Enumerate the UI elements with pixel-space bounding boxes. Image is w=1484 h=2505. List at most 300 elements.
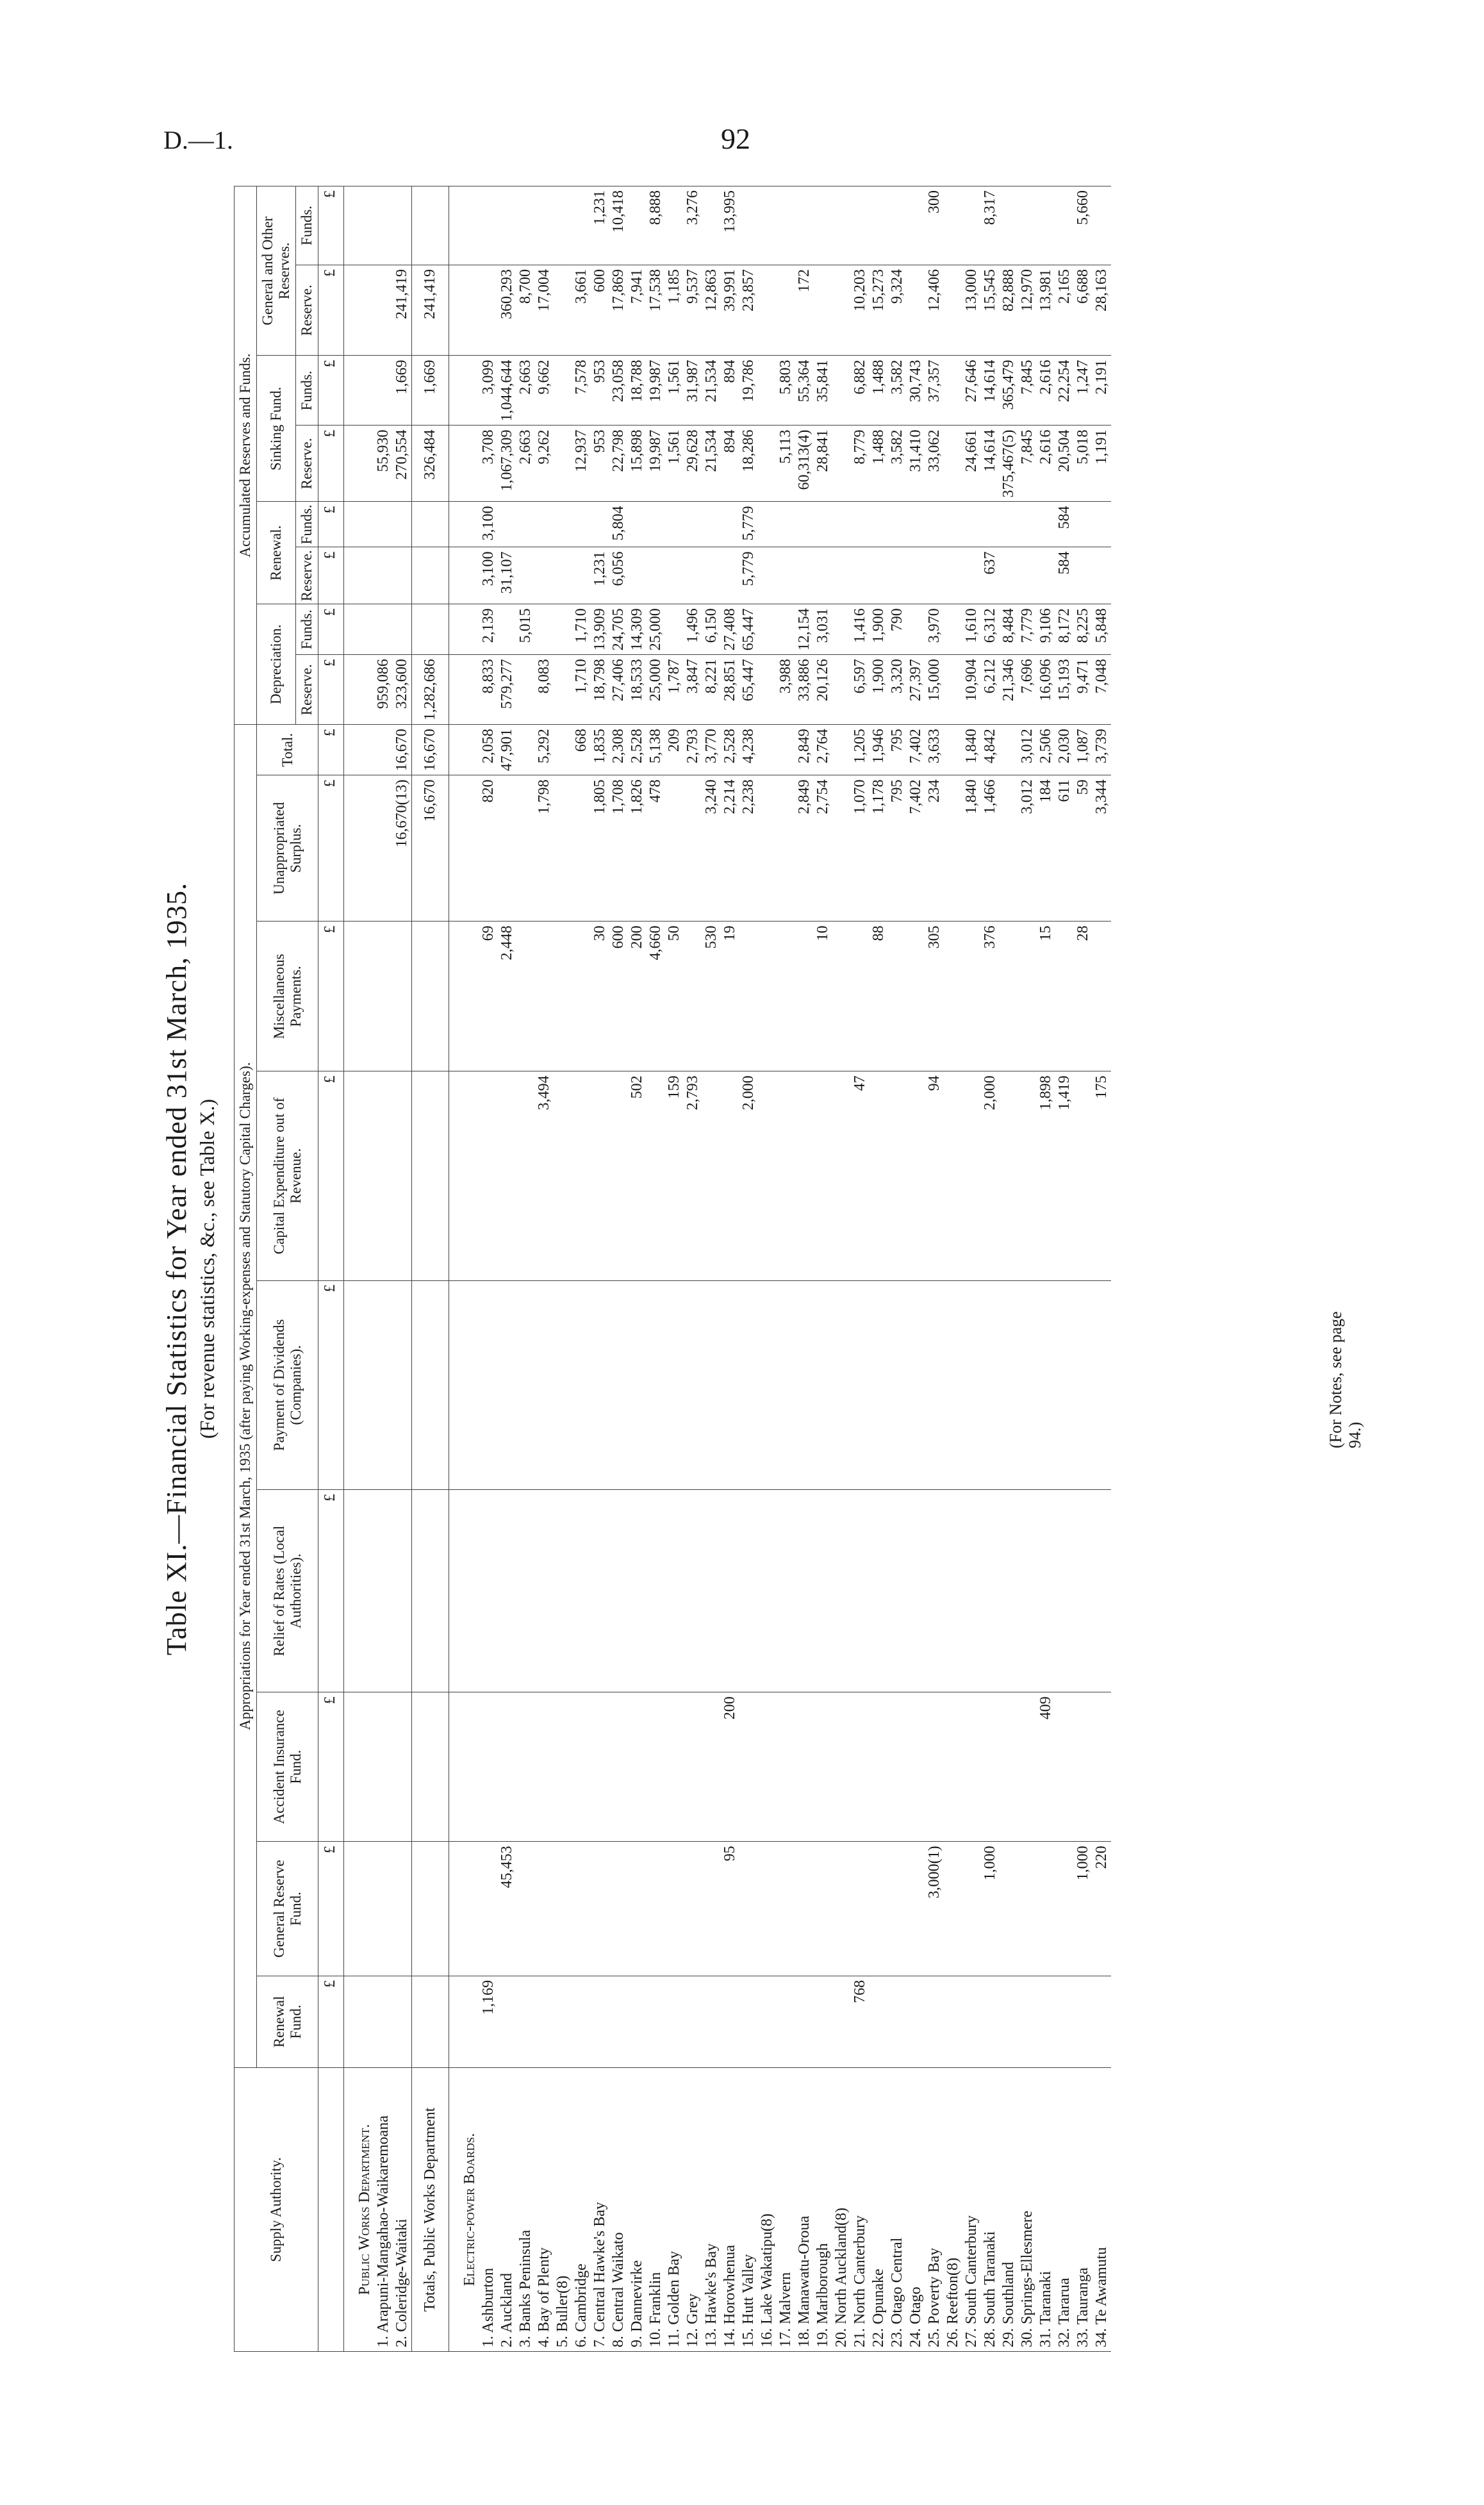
- table-cell: [479, 1692, 498, 1842]
- table-cell: [777, 1842, 795, 1976]
- table-cell: [374, 725, 393, 775]
- col-renewal-fund: Renewal Fund.: [257, 1976, 318, 2067]
- table-cell: [758, 1071, 777, 1280]
- table-row: [981, 186, 1000, 2352]
- table-cell: [851, 186, 870, 265]
- table-cell: [684, 1976, 702, 2067]
- table-row: [962, 186, 981, 2352]
- table-cell: £: [318, 1692, 344, 1842]
- table-cell: [851, 1490, 870, 1692]
- table-row: [479, 186, 498, 2352]
- table-cell: [795, 547, 814, 604]
- table-cell: [535, 186, 554, 265]
- table-row: [572, 186, 591, 2352]
- table-cell: [832, 265, 851, 356]
- table-cell: 8,779: [851, 426, 870, 502]
- authority-name: 25. Poverty Bay: [925, 2068, 944, 2352]
- table-cell: [684, 1692, 702, 1842]
- table-cell: [479, 265, 498, 356]
- table-cell: [684, 1490, 702, 1692]
- table-cell: 20,504: [1055, 426, 1074, 502]
- table-cell: [1018, 547, 1037, 604]
- table-cell: £: [318, 265, 344, 356]
- authority-name: 11. Golden Bay: [665, 2068, 684, 2352]
- table-cell: 24,661: [962, 426, 981, 502]
- table-cell: [1037, 502, 1055, 547]
- col-payment-of-dividends: Payment of Dividends (Companies).: [257, 1280, 318, 1490]
- table-cell: 8,225: [1074, 604, 1092, 655]
- table-cell: [888, 502, 907, 547]
- table-cell: [1018, 502, 1037, 547]
- table-cell: [981, 1490, 1000, 1692]
- table-cell: 6,597: [851, 655, 870, 725]
- table-cell: [777, 1280, 795, 1490]
- table-cell: 1,000: [981, 1842, 1000, 1976]
- table-cell: 3,494: [535, 1071, 554, 1280]
- table-cell: [374, 775, 393, 922]
- table-cell: [944, 426, 962, 502]
- table-cell: 1,710: [572, 604, 591, 655]
- table-row: [814, 186, 832, 2352]
- table-cell: [344, 1842, 375, 1976]
- table-cell: 1,561: [665, 426, 684, 502]
- table-cell: 19,987: [647, 426, 665, 502]
- table-cell: [1074, 1280, 1092, 1490]
- table-cell: 600: [609, 922, 628, 1071]
- table-cell: [1074, 1976, 1092, 2067]
- table-cell: [1000, 1976, 1018, 2067]
- table-row: [777, 186, 795, 2352]
- table-cell: [925, 1692, 944, 1842]
- table-cell: [479, 1071, 498, 1280]
- table-cell: [665, 502, 684, 547]
- table-cell: 1,669: [412, 356, 449, 426]
- table-cell: 27,408: [721, 604, 739, 655]
- table-cell: 159: [665, 1071, 684, 1280]
- table-cell: [572, 1842, 591, 1976]
- table-cell: 13,000: [962, 265, 981, 356]
- table-cell: 39,991: [721, 265, 739, 356]
- table-cell: 3,633: [925, 725, 944, 775]
- table-cell: 9,262: [535, 426, 554, 502]
- table-cell: [721, 502, 739, 547]
- table-cell: [647, 1490, 665, 1692]
- table-row: [1000, 186, 1018, 2352]
- table-cell: [944, 1692, 962, 1842]
- table-cell: 31,107: [498, 547, 516, 604]
- table-row: [702, 186, 721, 2352]
- table-cell: 6,882: [851, 356, 870, 426]
- table-cell: [609, 1976, 628, 2067]
- table-cell: 953: [591, 426, 609, 502]
- table-cell: [888, 1692, 907, 1842]
- authority-name: [318, 2068, 344, 2352]
- table-cell: [870, 1280, 888, 1490]
- table-cell: [962, 186, 981, 265]
- table-cell: £: [318, 1976, 344, 2067]
- totals-row: [412, 186, 449, 2352]
- table-cell: [572, 1692, 591, 1842]
- table-cell: [888, 1842, 907, 1976]
- table-cell: 9,662: [535, 356, 554, 426]
- table-cell: [449, 502, 480, 547]
- table-cell: 9,324: [888, 265, 907, 356]
- table-cell: [479, 1280, 498, 1490]
- col-general-funds: Funds.: [296, 186, 318, 265]
- table-cell: [591, 1692, 609, 1842]
- authority-name: 16. Lake Wakatipu(8): [758, 2068, 777, 2352]
- table-cell: [535, 1842, 554, 1976]
- table-cell: £: [318, 655, 344, 725]
- table-cell: [647, 1842, 665, 1976]
- table-cell: 20,126: [814, 655, 832, 725]
- table-cell: [777, 775, 795, 922]
- table-row: [535, 186, 554, 2352]
- table-cell: 9,537: [684, 265, 702, 356]
- table-cell: [628, 1490, 647, 1692]
- table-cell: 16,096: [1037, 655, 1055, 725]
- table-cell: 3,031: [814, 604, 832, 655]
- table-title: Table XI.—Financial Statistics for Year ended 31st March, 1935.: [161, 882, 192, 1656]
- table-cell: 6,056: [609, 547, 628, 604]
- table-cell: [925, 1280, 944, 1490]
- table-cell: 6,312: [981, 604, 1000, 655]
- table-cell: 502: [628, 1071, 647, 1280]
- col-unappropriated-surplus: Unappropriated Surplus.: [257, 775, 318, 922]
- table-cell: 1,191: [1092, 426, 1111, 502]
- table-cell: [498, 502, 516, 547]
- table-row: [907, 186, 925, 2352]
- table-cell: 27,406: [609, 655, 628, 725]
- table-cell: [344, 186, 375, 265]
- table-cell: [684, 1280, 702, 1490]
- table-cell: [870, 1490, 888, 1692]
- table-cell: [591, 1976, 609, 2067]
- table-cell: [516, 775, 535, 922]
- table-cell: 5,848: [1092, 604, 1111, 655]
- table-cell: [344, 725, 375, 775]
- table-cell: [814, 1071, 832, 1280]
- table-cell: 3,582: [888, 426, 907, 502]
- table-row: [739, 186, 758, 2352]
- authority-name: 28. South Taranaki: [981, 2068, 1000, 2352]
- table-cell: [374, 1071, 393, 1280]
- table-cell: 18,788: [628, 356, 647, 426]
- table-cell: £: [318, 775, 344, 922]
- table-cell: [944, 775, 962, 922]
- table-cell: 3,099: [479, 356, 498, 426]
- table-cell: [795, 1842, 814, 1976]
- table-cell: 7,696: [1018, 655, 1037, 725]
- table-cell: [1037, 1280, 1055, 1490]
- table-cell: 15,000: [925, 655, 944, 725]
- table-cell: [981, 1976, 1000, 2067]
- table-cell: [851, 922, 870, 1071]
- table-cell: 10,203: [851, 265, 870, 356]
- authority-name: 19. Marlborough: [814, 2068, 832, 2352]
- table-row: [647, 186, 665, 2352]
- authority-name: 26. Reefton(8): [944, 2068, 962, 2352]
- table-cell: [449, 186, 480, 265]
- table-cell: [628, 1976, 647, 2067]
- table-cell: 1,710: [572, 655, 591, 725]
- authority-name: 1. Arapuni-Mangahao-Waikaremoana: [374, 2068, 393, 2352]
- table-cell: 17,538: [647, 265, 665, 356]
- table-cell: [944, 604, 962, 655]
- table-cell: [572, 1280, 591, 1490]
- table-cell: [1092, 186, 1111, 265]
- table-cell: 2,000: [739, 1071, 758, 1280]
- table-cell: [721, 1280, 739, 1490]
- table-cell: 1,205: [851, 725, 870, 775]
- table-row: [870, 186, 888, 2352]
- table-cell: [851, 1692, 870, 1842]
- table-cell: 12,406: [925, 265, 944, 356]
- table-cell: 2,165: [1055, 265, 1074, 356]
- table-cell: [758, 356, 777, 426]
- table-cell: [412, 186, 449, 265]
- table-cell: 1,669: [393, 356, 412, 426]
- table-subtitle: (For revenue statistics, &c., see Table X.): [195, 1098, 218, 1439]
- authority-name: Totals, Public Works Department: [412, 2068, 449, 2352]
- table-cell: 3,100: [479, 502, 498, 547]
- table-cell: [907, 1692, 925, 1842]
- table-row: [832, 186, 851, 2352]
- authority-name: 32. Tararua: [1055, 2068, 1074, 2352]
- table-cell: [758, 1490, 777, 1692]
- table-cell: [870, 186, 888, 265]
- table-cell: 270,554: [393, 426, 412, 502]
- table-cell: [777, 1976, 795, 2067]
- table-cell: [498, 604, 516, 655]
- table-cell: [393, 1071, 412, 1280]
- authority-name: 12. Grey: [684, 2068, 702, 2352]
- table-cell: [758, 922, 777, 1071]
- table-cell: [609, 1071, 628, 1280]
- table-row: [374, 186, 393, 2352]
- table-cell: [944, 186, 962, 265]
- table-cell: [628, 1692, 647, 1842]
- table-cell: 45,453: [498, 1842, 516, 1976]
- table-cell: 8,083: [535, 655, 554, 725]
- table-row: [1055, 186, 1074, 2352]
- table-cell: [962, 1976, 981, 2067]
- table-cell: 1,610: [962, 604, 981, 655]
- table-cell: [814, 1692, 832, 1842]
- authority-name: 29. Southland: [1000, 2068, 1018, 2352]
- table-cell: [628, 547, 647, 604]
- table-cell: [1055, 1490, 1074, 1692]
- table-cell: [702, 1071, 721, 1280]
- table-cell: [374, 1842, 393, 1976]
- table-cell: 13,909: [591, 604, 609, 655]
- table-cell: [344, 922, 375, 1071]
- table-cell: [907, 265, 925, 356]
- table-cell: 55,364: [795, 356, 814, 426]
- table-row: [684, 186, 702, 2352]
- table-cell: [665, 1280, 684, 1490]
- table-cell: 2,528: [721, 725, 739, 775]
- table-cell: 953: [591, 356, 609, 426]
- authority-name: 9. Dannevirke: [628, 2068, 647, 2352]
- authority-name: 18. Manawatu-Oroua: [795, 2068, 814, 2352]
- table-cell: 478: [647, 775, 665, 922]
- table-cell: 5,803: [777, 356, 795, 426]
- table-cell: 3,582: [888, 356, 907, 426]
- table-cell: 3,240: [702, 775, 721, 922]
- authority-name: 27. South Canterbury: [962, 2068, 981, 2352]
- table-cell: [449, 655, 480, 725]
- table-cell: [344, 356, 375, 426]
- table-cell: 15: [1037, 922, 1055, 1071]
- table-cell: 12,154: [795, 604, 814, 655]
- table-cell: [721, 547, 739, 604]
- table-cell: 7,779: [1018, 604, 1037, 655]
- table-cell: [1018, 1071, 1037, 1280]
- table-cell: 360,293: [498, 265, 516, 356]
- table-cell: [832, 1490, 851, 1692]
- table-cell: 409: [1037, 1692, 1055, 1842]
- authority-name: 4. Bay of Plenty: [535, 2068, 554, 2352]
- table-cell: 15,193: [1055, 655, 1074, 725]
- table-cell: [554, 1692, 572, 1842]
- table-cell: 5,292: [535, 725, 554, 775]
- table-cell: [1074, 1071, 1092, 1280]
- table-cell: [344, 775, 375, 922]
- financial-statistics-table: [234, 186, 1111, 2352]
- table-cell: [1092, 1976, 1111, 2067]
- table-cell: [374, 265, 393, 356]
- table-cell: £: [318, 604, 344, 655]
- table-cell: [554, 725, 572, 775]
- table-cell: [535, 547, 554, 604]
- table-cell: 2,308: [609, 725, 628, 775]
- table-cell: [777, 265, 795, 356]
- section-heading-pwd: [344, 186, 375, 2352]
- table-cell: [535, 1976, 554, 2067]
- table-cell: 637: [981, 547, 1000, 604]
- section-heading-boards: [449, 186, 480, 2352]
- table-row: [554, 186, 572, 2352]
- table-cell: [554, 265, 572, 356]
- authority-name: 17. Malvern: [777, 2068, 795, 2352]
- table-cell: [1000, 186, 1018, 265]
- authority-name: 20. North Auckland(8): [832, 2068, 851, 2352]
- table-cell: [870, 547, 888, 604]
- table-cell: 2,616: [1037, 356, 1055, 426]
- table-cell: [832, 1071, 851, 1280]
- table-cell: [944, 725, 962, 775]
- table-cell: 14,614: [981, 356, 1000, 426]
- table-cell: 5,138: [647, 725, 665, 775]
- table-cell: [777, 604, 795, 655]
- table-cell: [393, 604, 412, 655]
- table-cell: [962, 1071, 981, 1280]
- table-cell: 8,888: [647, 186, 665, 265]
- table-cell: £: [318, 1071, 344, 1280]
- table-cell: 30: [591, 922, 609, 1071]
- table-cell: [344, 1490, 375, 1692]
- table-cell: 1,247: [1074, 356, 1092, 426]
- table-cell: [870, 1071, 888, 1280]
- table-cell: [962, 1280, 981, 1490]
- table-cell: 19,786: [739, 356, 758, 426]
- table-cell: [498, 186, 516, 265]
- table-cell: [795, 1692, 814, 1842]
- table-cell: 15,545: [981, 265, 1000, 356]
- authority-name: 13. Hawke's Bay: [702, 2068, 721, 2352]
- table-cell: 82,888: [1000, 265, 1018, 356]
- table-cell: [907, 1490, 925, 1692]
- table-cell: 16,670: [412, 775, 449, 922]
- authority-name: 8. Central Waikato: [609, 2068, 628, 2352]
- table-cell: [449, 922, 480, 1071]
- table-cell: 22,798: [609, 426, 628, 502]
- table-cell: [572, 502, 591, 547]
- table-cell: [925, 547, 944, 604]
- table-cell: 579,277: [498, 655, 516, 725]
- table-cell: 1,835: [591, 725, 609, 775]
- authority-name: 5. Buller(8): [554, 2068, 572, 2352]
- table-cell: 28,163: [1092, 265, 1111, 356]
- table-cell: [721, 1976, 739, 2067]
- table-cell: 172: [795, 265, 814, 356]
- table-cell: [516, 502, 535, 547]
- table-cell: 611: [1055, 775, 1074, 922]
- table-cell: 27,646: [962, 356, 981, 426]
- authority-name: 22. Opunake: [870, 2068, 888, 2352]
- table-cell: [449, 1842, 480, 1976]
- table-cell: [393, 1692, 412, 1842]
- table-cell: [554, 1976, 572, 2067]
- table-cell: [591, 502, 609, 547]
- table-cell: £: [318, 1490, 344, 1692]
- table-cell: 3,012: [1018, 725, 1037, 775]
- col-accident-insurance-fund: Accident Insurance Fund.: [257, 1692, 318, 1842]
- table-cell: [814, 1842, 832, 1976]
- authority-name: Public Works Department.: [344, 2068, 375, 2352]
- table-cell: 6,212: [981, 655, 1000, 725]
- table-cell: [535, 604, 554, 655]
- table-row: [1092, 186, 1111, 2352]
- table-cell: 234: [925, 775, 944, 922]
- table-cell: [572, 922, 591, 1071]
- authority-name: 7. Central Hawke's Bay: [591, 2068, 609, 2352]
- table-cell: [498, 1490, 516, 1692]
- table-cell: [870, 1976, 888, 2067]
- table-cell: [962, 1842, 981, 1976]
- table-cell: [647, 502, 665, 547]
- table-cell: 59: [1074, 775, 1092, 922]
- table-cell: 668: [572, 725, 591, 775]
- table-cell: 69: [479, 922, 498, 1071]
- table-cell: £: [318, 186, 344, 265]
- table-cell: [498, 775, 516, 922]
- table-cell: [1092, 1280, 1111, 1490]
- authority-name: 6. Cambridge: [572, 2068, 591, 2352]
- table-cell: [888, 922, 907, 1071]
- table-cell: [814, 1976, 832, 2067]
- table-cell: [1037, 1842, 1055, 1976]
- table-cell: 6,688: [1074, 265, 1092, 356]
- table-cell: [1037, 1976, 1055, 2067]
- table-cell: 326,484: [412, 426, 449, 502]
- table-cell: 2,793: [684, 1071, 702, 1280]
- table-cell: [344, 547, 375, 604]
- table-cell: [516, 655, 535, 725]
- table-cell: [832, 775, 851, 922]
- table-cell: 2,663: [516, 356, 535, 426]
